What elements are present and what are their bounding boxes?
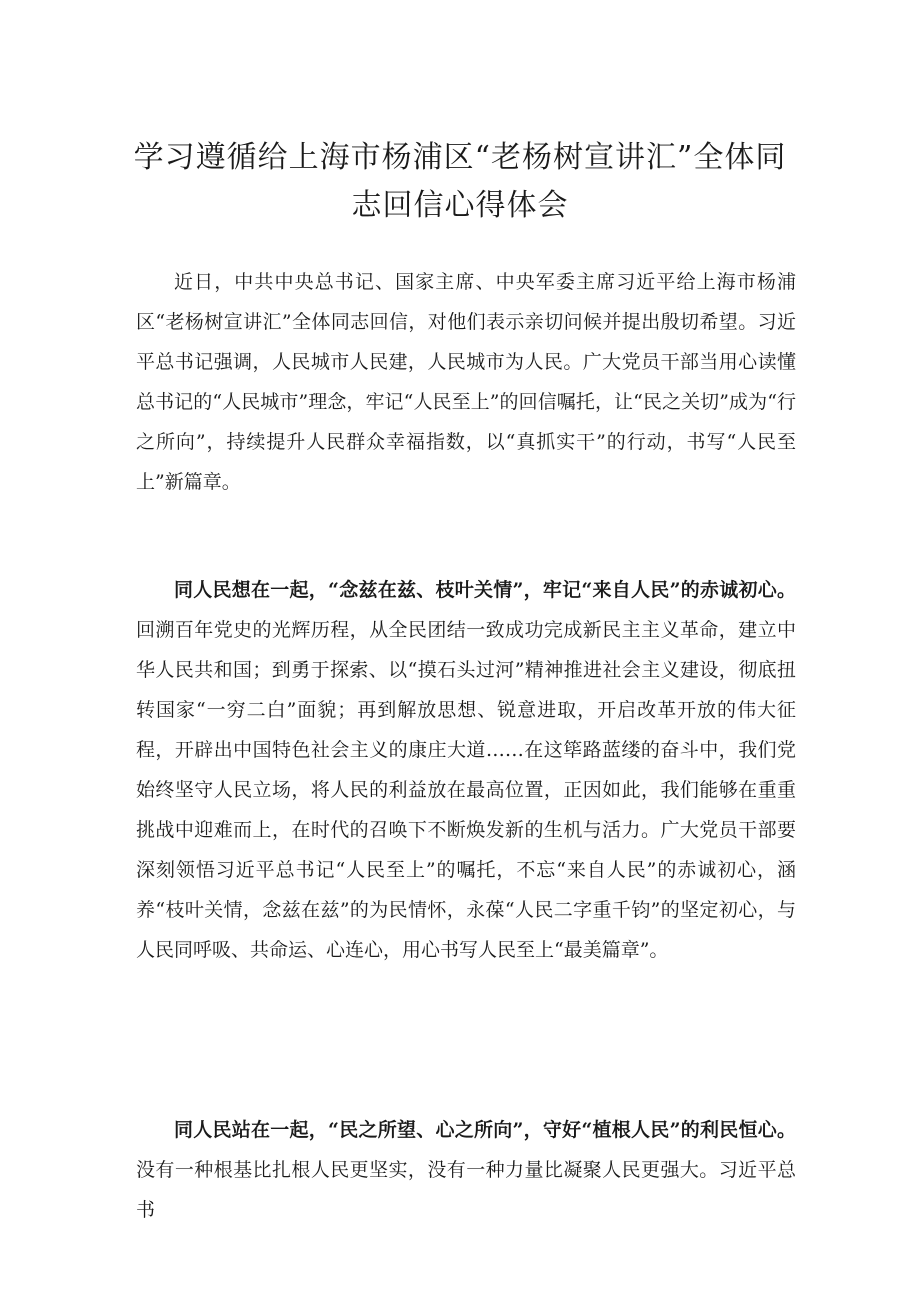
- document-title: 学习遵循给上海市杨浦区“老杨树宣讲汇”全体同志回信心得体会: [133, 140, 787, 223]
- paragraph-3-text: 没有一种根基比扎根人民更坚实，没有一种力量比凝聚人民更强大。习近平总书: [136, 1159, 796, 1221]
- paragraph-2-text: 回溯百年党史的光辉历程，从全民团结一致成功完成新民主主义革命，建立中华人民共和国；到勇于探索、以“摸石头过河”精神推进社会主义建设，彻底扭转国家“一穷二白”面貌；再到解放思想、锐意进取，开启改革开放的伟大征程，开辟出中国特色社会主义的康庄大道……在这筚路蓝缕的奋斗中，我们党始终坚守人民立场，将人民的利益放在最高位置，正因如此，我们能够在重重挑战中迎难而上，在时代的召唤下不断焕发新的生机与活力。广大党员干部要深刻领悟习近平总书记“人民至上”的嘱托，不忘“来自人民”的赤诚初心，涵养“枝叶关情，念兹在兹”的为民情怀，永葆“人民二字重千钧”的坚定初心，与人民同呼吸、共命运、心连心，用心书写人民至上“最美篇章”。: [136, 619, 796, 961]
- paragraph-2: [136, 570, 796, 970]
- paragraph-1-text: 近日，中共中央总书记、国家主席、中央军委主席习近平给上海市杨浦区“老杨树宣讲汇”全体同志回信，对他们表示亲切问候并提出殷切希望。习近平总书记强调，人民城市人民建，人民城市为人民。广大党员干部当用心读懂总书记的“人民城市”理念，牢记“人民至上”的回信嘱托，让“民之关切”成为“行之所向”，持续提升人民群众幸福指数，以“真抓实干”的行动，书写“人民至上”新篇章。: [136, 271, 796, 493]
- paragraph-3: [136, 1110, 796, 1230]
- paragraph-1: [136, 262, 796, 502]
- paragraph-2-lead: 同人民想在一起，“念兹在兹、枝叶关情”，牢记“来自人民”的赤诚初心。: [174, 579, 796, 601]
- paragraph-3-lead: 同人民站在一起，“民之所望、心之所向”，守好“植根人民”的利民恒心。: [174, 1119, 796, 1141]
